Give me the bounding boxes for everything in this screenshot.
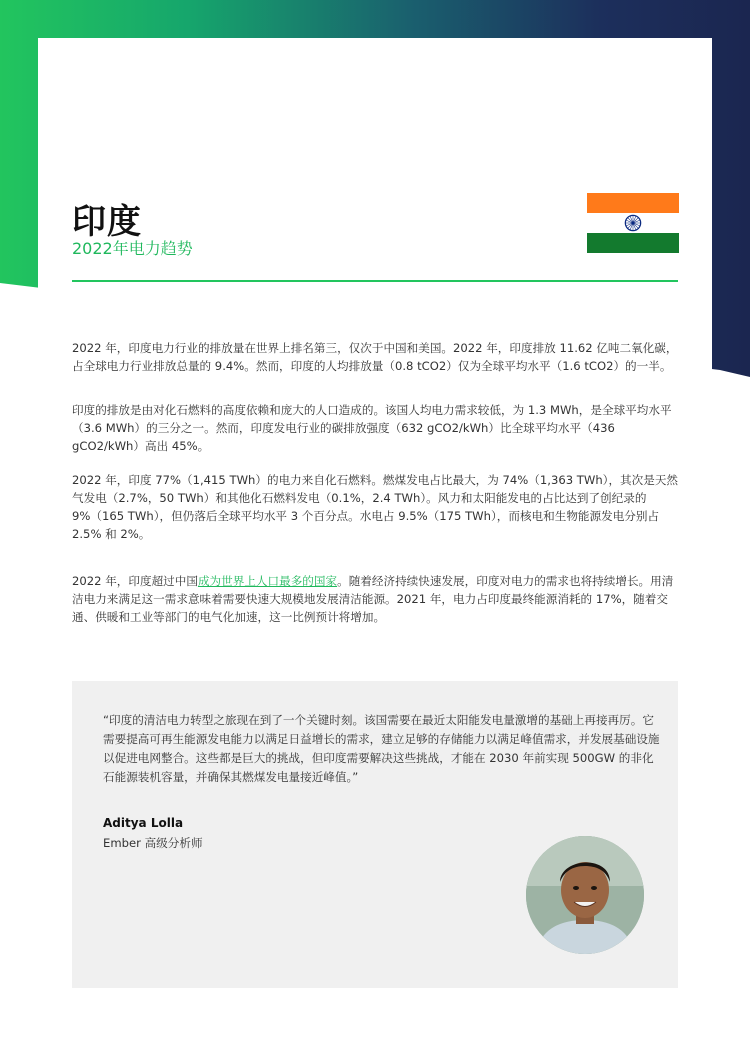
quote-author-role: Ember 高级分析师 <box>103 836 203 850</box>
paragraph-demand-growth-lead: 2022 年，印度超过中国 <box>72 574 198 588</box>
flag-green-stripe <box>587 233 679 253</box>
quote-box <box>72 681 678 988</box>
population-link[interactable]: 成为世界上人口最多的国家 <box>197 574 338 588</box>
ashoka-chakra-icon <box>624 214 642 232</box>
quote-text: “印度的清洁电力转型之旅现在到了一个关键时刻。该国需要在最近太阳能发电量激增的基础上再接再厉。它需要提高可再生能源发电能力以满足日益增长的需求，建立足够的存储能力以满足峰值需求，并发展基础设施以促进电网整合。这些都是巨大的挑战，但印度需要解决这些挑战，才能在 2030 年前实现 500GW 的非化石能源装机容量，并确保其燃煤发电量接近峰值。” <box>103 713 660 784</box>
paragraph-demand-growth <box>72 572 682 626</box>
paragraph-generation-mix: 2022 年，印度 77%（1,415 TWh）的电力来自化石燃料。燃煤发电占比最大，为 74%（1,363 TWh），其次是天然气发电（2.7%，50 TWh）和其他化石燃料发电（0.1%，2.4 TWh）。风力和太阳能发电的占比达到了创纪录的 9%（165 TWh），但仍落后全球平均水平 3 个百分点。水电占 9.5%（175 TWh），而核电和生物能源发电分别占 2.5% 和 2%。 <box>72 473 679 541</box>
paragraph-emissions-ranking: 2022 年，印度电力行业的排放量在世界上排名第三，仅次于中国和美国。2022 年，印度排放 11.62 亿吨二氧化碳，占全球电力行业排放总量的 9.4%。然而，印度的人均排放量（0.8 tCO2）仅为全球平均水平（1.6 tCO2）的一半。 <box>72 341 678 373</box>
author-portrait-icon <box>526 836 644 954</box>
paragraph-emissions-causes: 印度的排放是由对化石燃料的高度依赖和庞大的人口造成的。该国人均电力需求较低，为 1.3 MWh，是全球平均水平（3.6 MWh）的三分之一。然而，印度发电行业的碳排放强度（632 gCO2/kWh）比全球平均水平（436 gCO2/kWh）高出 45%。 <box>72 403 672 453</box>
author-avatar <box>526 836 644 954</box>
flag-white-stripe <box>587 213 679 233</box>
title-divider <box>72 280 678 282</box>
flag-saffron-stripe <box>587 193 679 213</box>
india-flag-icon <box>587 193 679 253</box>
quote-author-name: Aditya Lolla <box>103 816 184 830</box>
page-subtitle: 2022年电力趋势 <box>72 239 193 258</box>
paragraph-demand-growth-rest: 。随着经济持续快速发展，印度对电力的需求也将持续增长。用清洁电力来满足这一需求意味着需要快速大规模地发展清洁能源。2021 年，电力占印度最终能源消耗的 17%，随着交通、供暖和工业等部门的电气化加速，这一比例预计将增加。 <box>72 574 674 624</box>
page-title: 印度 <box>72 202 142 242</box>
